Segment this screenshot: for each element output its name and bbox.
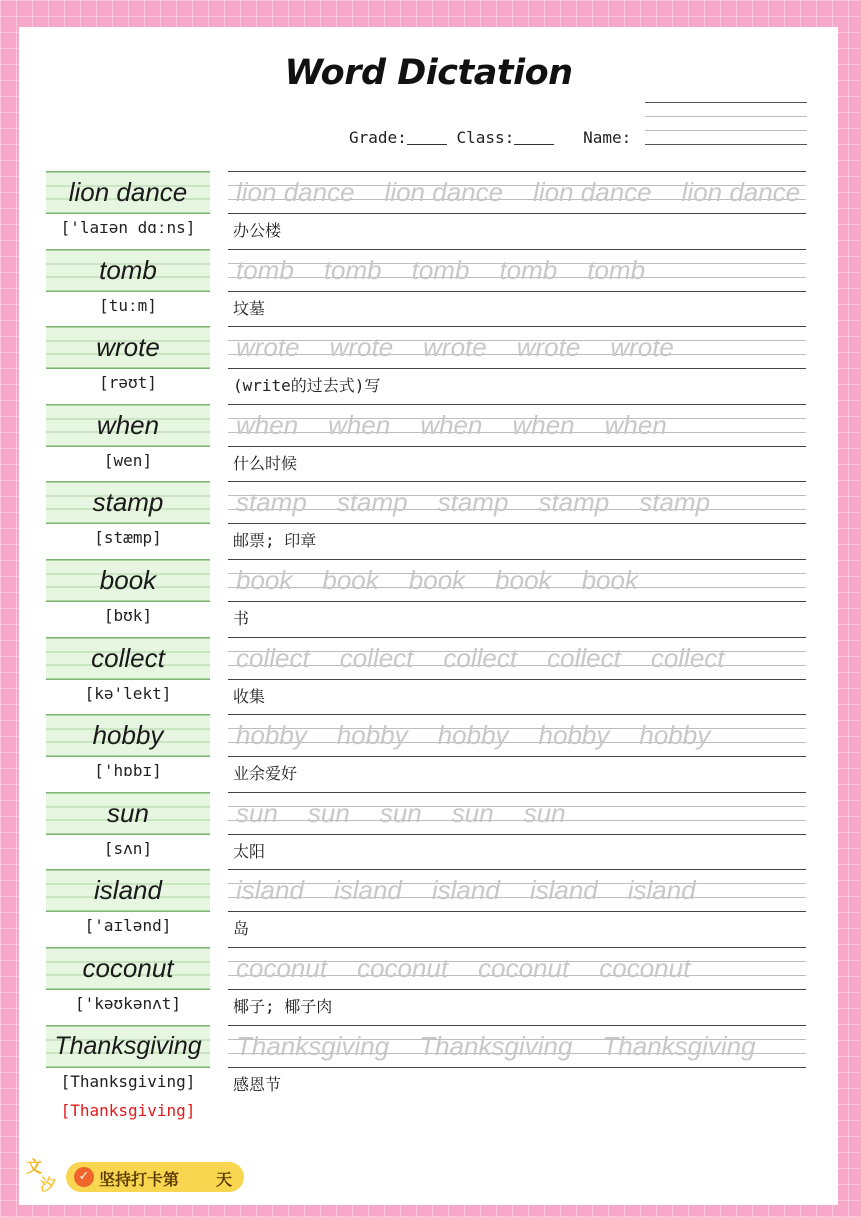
- trace-word: hobby: [236, 720, 307, 751]
- meaning-text: 收集: [233, 686, 266, 706]
- trace-word: tomb: [323, 254, 382, 285]
- word-cell: [46, 637, 210, 680]
- word-text: stamp: [92, 487, 164, 518]
- meaning-text: (write的过去式)写: [233, 376, 381, 396]
- writing-lines[interactable]: [228, 481, 806, 524]
- meaning-text: 业余爱好: [233, 764, 298, 784]
- name-label: Name:: [583, 128, 632, 147]
- trace-word: island: [431, 875, 500, 906]
- word-text: Thanksgiving: [54, 1031, 202, 1060]
- trace-word: book: [322, 565, 379, 595]
- meaning-text: 岛: [233, 919, 250, 939]
- word-cell: [46, 249, 210, 292]
- trace-word: when: [236, 409, 299, 440]
- check-in-text: 坚持打卡第: [99, 1170, 180, 1189]
- word-cell: [46, 714, 210, 757]
- trace-word: lion dance: [681, 177, 801, 207]
- trace-word: stamp: [437, 487, 509, 518]
- writing-lines[interactable]: [228, 404, 806, 447]
- trace-word: book: [581, 565, 638, 595]
- phonetic-text: [bʊk]: [103, 606, 153, 625]
- meaning-text: 邮票; 印章: [233, 531, 317, 551]
- trace-word: sun: [451, 797, 494, 828]
- writing-lines[interactable]: [228, 249, 806, 292]
- grade-blank[interactable]: [407, 130, 447, 145]
- trace-words: [236, 872, 806, 908]
- trace-word: tomb: [499, 254, 558, 285]
- trace-word: when: [604, 409, 667, 440]
- trace-word: lion dance: [236, 177, 355, 207]
- word-entry: [46, 714, 806, 791]
- word-entry: [46, 326, 806, 403]
- writing-lines[interactable]: [228, 326, 806, 369]
- word-text: tomb: [99, 254, 157, 285]
- meaning-text: 办公楼: [233, 221, 282, 240]
- trace-word: stamp: [639, 487, 711, 518]
- meaning-text: 太阳: [233, 841, 266, 861]
- writing-lines[interactable]: [228, 171, 806, 214]
- word-cell: [46, 869, 210, 912]
- word-cell: [46, 559, 210, 602]
- trace-word: collect: [650, 642, 725, 673]
- word-cell: [46, 326, 210, 369]
- meaning-text: 什么时候: [233, 453, 298, 473]
- trace-word: island: [627, 875, 696, 906]
- student-info: [349, 128, 631, 147]
- trace-word: hobby: [437, 720, 509, 751]
- trace-word: when: [420, 409, 483, 440]
- phonetic-text: [Thanksgiving]: [60, 1071, 196, 1091]
- trace-word: island: [333, 875, 402, 906]
- writing-lines[interactable]: [228, 637, 806, 680]
- trace-word: coconut: [357, 953, 449, 983]
- trace-word: collect: [547, 642, 621, 673]
- trace-word: stamp: [538, 487, 610, 518]
- extra-phonetic: [Thanksgiving]: [60, 1101, 196, 1120]
- trace-word: hobby: [538, 720, 610, 751]
- word-text: wrote: [96, 332, 160, 363]
- brand-logo: 文 汐: [26, 1157, 57, 1194]
- trace-word: book: [408, 565, 466, 595]
- trace-words: [236, 252, 806, 288]
- word-text: island: [94, 875, 162, 906]
- trace-word: Thanksgiving: [602, 1030, 756, 1061]
- phonetic-text: [rəʊt]: [99, 373, 157, 393]
- trace-word: when: [512, 409, 575, 440]
- phonetic-text: ['kəʊkənʌt]: [75, 994, 181, 1013]
- trace-word: coconut: [599, 953, 691, 983]
- word-entry: [46, 637, 806, 714]
- class-label: Class:: [456, 128, 515, 147]
- trace-words: [236, 950, 806, 986]
- trace-word: stamp: [236, 487, 307, 518]
- trace-word: wrote: [329, 332, 394, 363]
- word-entry: [46, 792, 806, 869]
- trace-word: island: [529, 875, 598, 906]
- trace-word: island: [236, 875, 304, 906]
- phonetic-text: ['aɪlənd]: [84, 916, 172, 936]
- trace-words: [236, 174, 806, 210]
- phonetic-text: [wen]: [103, 450, 153, 470]
- trace-word: coconut: [236, 953, 328, 983]
- trace-word: sun: [307, 797, 350, 828]
- class-blank[interactable]: [514, 130, 554, 145]
- word-cell: [46, 481, 210, 524]
- trace-word: sun: [236, 797, 278, 828]
- trace-word: hobby: [639, 720, 711, 751]
- word-text: hobby: [92, 720, 164, 751]
- trace-word: wrote: [423, 332, 487, 363]
- word-entry: [46, 1025, 806, 1102]
- trace-word: collect: [339, 642, 414, 673]
- trace-word: Thanksgiving: [419, 1030, 573, 1061]
- meaning-text: 感恩节: [233, 1074, 282, 1094]
- trace-words: [236, 329, 806, 365]
- writing-lines[interactable]: [228, 1025, 806, 1068]
- trace-words: [236, 407, 806, 443]
- trace-word: wrote: [516, 332, 581, 363]
- trace-words: [236, 562, 806, 598]
- check-icon: ✓: [74, 1167, 94, 1187]
- trace-word: book: [236, 565, 293, 595]
- writing-lines[interactable]: [228, 792, 806, 835]
- word-text: coconut: [82, 953, 174, 983]
- word-text: collect: [91, 642, 165, 673]
- trace-word: book: [495, 565, 552, 595]
- word-cell: [46, 404, 210, 447]
- trace-word: tomb: [411, 254, 470, 285]
- trace-word: wrote: [610, 332, 674, 363]
- meaning-text: 椰子; 椰子肉: [233, 997, 333, 1016]
- trace-word: sun: [379, 797, 422, 828]
- trace-word: coconut: [478, 953, 570, 983]
- word-cell: [46, 947, 210, 990]
- word-text: lion dance: [68, 177, 188, 207]
- trace-words: [236, 795, 806, 831]
- phonetic-text: [tuːm]: [99, 295, 157, 315]
- word-cell: [46, 1025, 210, 1068]
- word-text: when: [96, 409, 160, 440]
- meaning-text: 书: [233, 609, 250, 628]
- trace-word: tomb: [236, 254, 294, 285]
- writing-lines[interactable]: [228, 869, 806, 912]
- trace-words: [236, 484, 806, 520]
- trace-word: sun: [523, 797, 566, 828]
- trace-word: tomb: [587, 254, 646, 285]
- word-entry: [46, 559, 806, 636]
- trace-word: stamp: [336, 487, 408, 518]
- grade-label: Grade:: [349, 128, 407, 147]
- writing-lines[interactable]: [228, 559, 806, 602]
- trace-word: lion dance: [533, 177, 652, 207]
- page-title: Word Dictation: [284, 53, 573, 93]
- word-entry: [46, 869, 806, 946]
- day-unit: 天: [216, 1170, 233, 1189]
- trace-word: hobby: [336, 720, 408, 751]
- name-write-lines: [645, 102, 807, 158]
- word-entry: [46, 404, 806, 481]
- writing-lines[interactable]: [228, 947, 806, 990]
- trace-word: collect: [443, 642, 518, 673]
- word-text: book: [99, 565, 157, 595]
- phonetic-text: ['hɒbɪ]: [94, 761, 162, 781]
- phonetic-text: [sʌn]: [103, 838, 153, 858]
- trace-word: wrote: [236, 332, 300, 363]
- word-entry: [46, 481, 806, 558]
- trace-word: when: [328, 409, 391, 440]
- trace-words: [236, 1028, 806, 1064]
- word-cell: [46, 792, 210, 835]
- worksheet: [19, 27, 838, 1205]
- word-entry: [46, 171, 806, 248]
- word-cell: [46, 171, 210, 214]
- writing-lines[interactable]: [228, 714, 806, 757]
- word-text: sun: [107, 797, 149, 828]
- word-entry: [46, 947, 806, 1024]
- phonetic-text: [kə'lekt]: [84, 683, 172, 703]
- meaning-text: 坟墓: [233, 298, 266, 318]
- trace-word: lion dance: [384, 177, 504, 207]
- word-entry: [46, 249, 806, 326]
- phonetic-text: [stæmp]: [94, 528, 162, 548]
- trace-words: [236, 640, 806, 676]
- trace-words: [236, 717, 806, 753]
- trace-word: Thanksgiving: [236, 1030, 390, 1061]
- trace-word: collect: [236, 642, 310, 673]
- check-in-pill: [66, 1162, 244, 1192]
- phonetic-text: ['laɪən dɑːns]: [60, 218, 196, 237]
